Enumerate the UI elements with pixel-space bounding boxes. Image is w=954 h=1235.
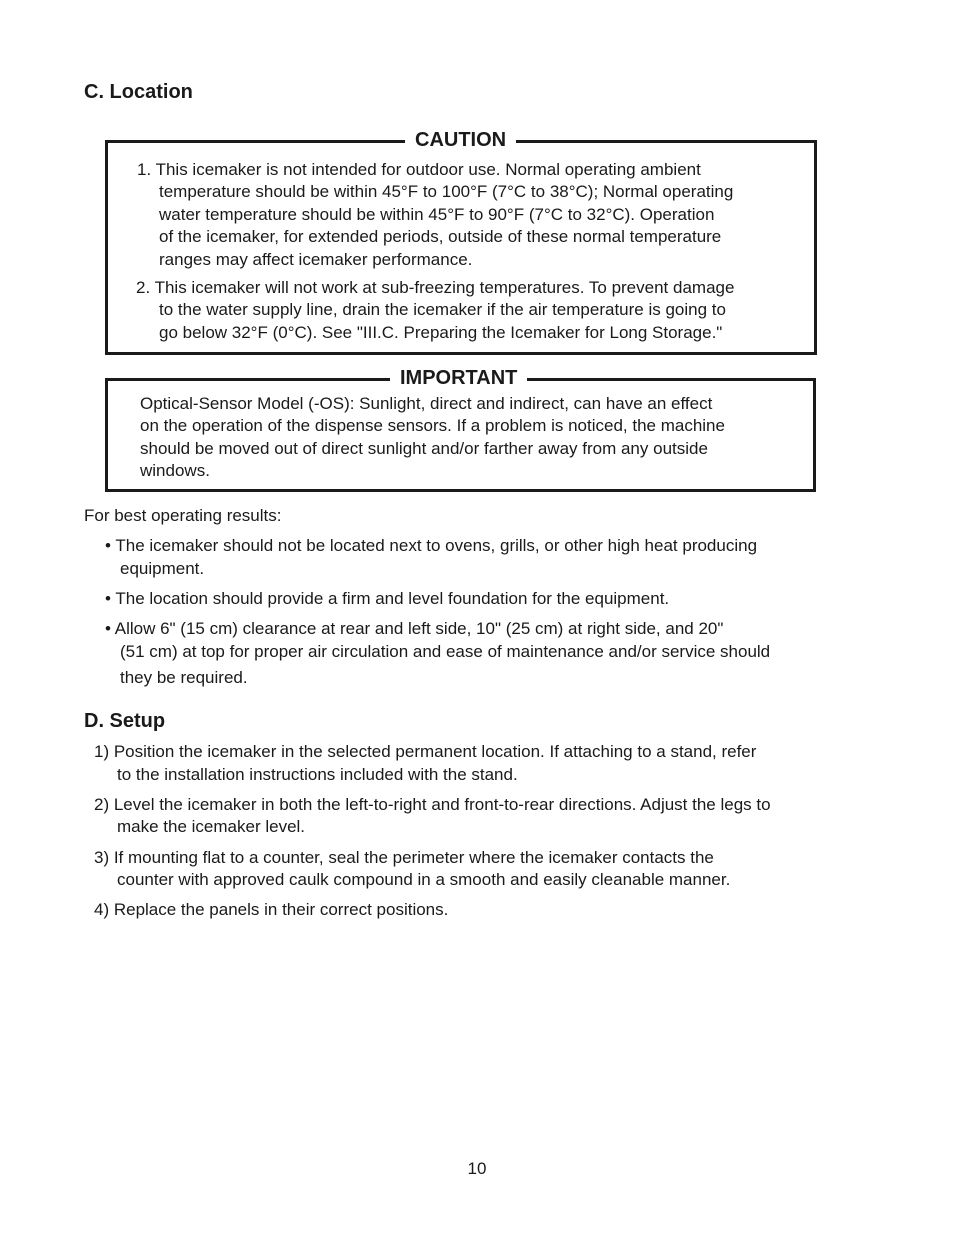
bullet-1-line-1: • The icemaker should not be located next to ovens, grills, or other high heat producing [105,536,758,555]
caution-item-2-line-2: to the water supply line, drain the icemaker if the air temperature is going to [159,300,726,319]
section-c-heading: C. Location [84,81,193,103]
caution-item-1-line-3: water temperature should be within 45°F to 90°F (7°C to 32°C). Operation [159,205,715,224]
step-3-line-1: 3) If mounting flat to a counter, seal the perimeter where the icemaker contacts the [94,848,714,867]
step-4-line-1: 4) Replace the panels in their correct positions. [94,900,449,919]
step-2-line-2: make the icemaker level. [117,817,306,836]
important-line-1: Optical-Sensor Model (-OS): Sunlight, direct and indirect, can have an effect [140,394,713,413]
caution-item-1-line-1: 1. This icemaker is not intended for outdoor use. Normal operating ambient [137,160,701,179]
page-number: 10 [467,1159,487,1178]
step-1-line-2: to the installation instructions included with the stand. [117,765,518,784]
important-line-2: on the operation of the dispense sensors. If a problem is noticed, the machine [140,416,725,435]
bullet-3-line-2: (51 cm) at top for proper air circulation and ease of maintenance and/or service should [120,642,771,661]
step-1-line-1: 1) Position the icemaker in the selected permanent location. If attaching to a stand, refer [94,742,757,761]
important-line-3: should be moved out of direct sunlight and/or farther away from any outside [140,439,708,458]
step-2-line-1: 2) Level the icemaker in both the left-to-right and front-to-rear directions. Adjust the legs to [94,795,771,814]
bullet-3-line-1: • Allow 6" (15 cm) clearance at rear and left side, 10" (25 cm) at right side, and 20" [105,619,724,638]
important-title: IMPORTANT [390,366,527,390]
best-results-intro: For best operating results: [84,506,282,525]
bullet-1-line-2: equipment. [120,559,205,578]
step-3-line-2: counter with approved caulk compound in a smooth and easily cleanable manner. [117,870,731,889]
caution-item-2-line-3: go below 32°F (0°C). See "III.C. Preparing the Icemaker for Long Storage." [159,323,723,342]
bullet-3-line-3: they be required. [120,668,248,687]
caution-item-1-line-5: ranges may affect icemaker performance. [159,250,473,269]
caution-item-2-line-1: 2. This icemaker will not work at sub-freezing temperatures. To prevent damage [136,278,735,297]
caution-item-1-line-4: of the icemaker, for extended periods, outside of these normal temperature [159,227,722,246]
bullet-2-line-1: • The location should provide a firm and level foundation for the equipment. [105,589,670,608]
important-line-4: windows. [140,461,210,480]
caution-item-1-line-2: temperature should be within 45°F to 100°F (7°C to 38°C); Normal operating [159,182,734,201]
section-d-heading: D. Setup [84,710,166,732]
caution-title: CAUTION [405,128,516,152]
